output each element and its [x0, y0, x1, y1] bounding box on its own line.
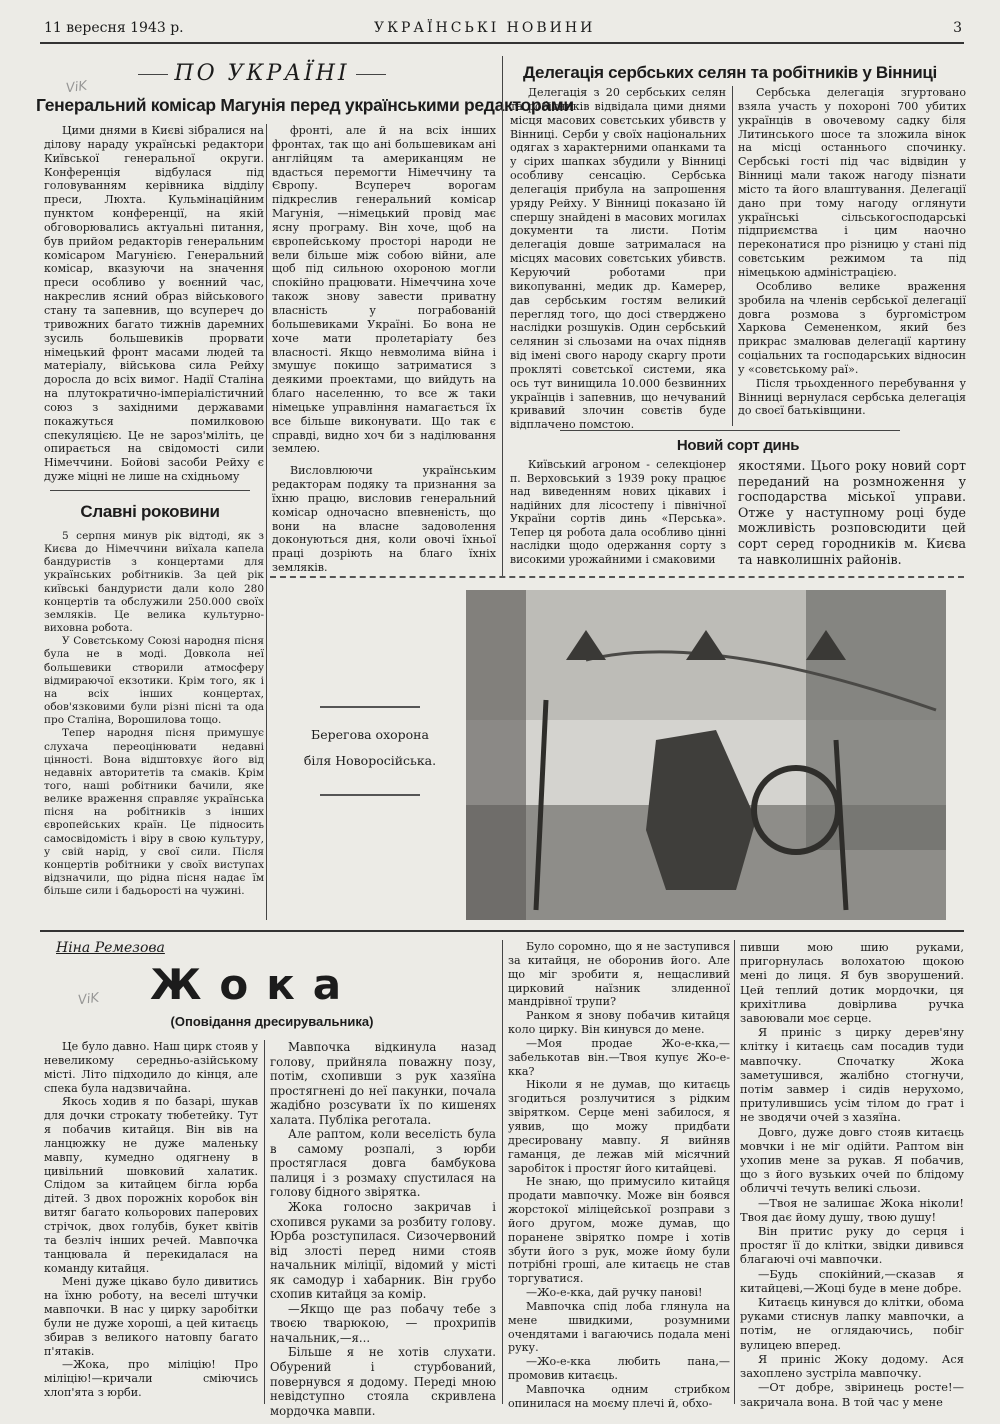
column-divider — [734, 940, 735, 1404]
section-banner — [138, 60, 386, 88]
photo-image — [466, 590, 946, 920]
anniversary-text: Тепер народня пісня примушує слухача переоцінювати недавні цінності. Вона відштовхує його від недавніх авторитетів та смаків. Крім того, наші робітники бачили, яке велике враження справляє українська пісня на робітників з інших європейських країн. Це підносить самосвідомість і віру в свою культуру, у свій нарід, у свої сили. Після концертів робітники у своїх виступах відзначили, що рідна пісня надає їм більше сили і бадьорості на чужині. — [44, 727, 264, 898]
pumpkin-headline: Новий сорт динь — [676, 437, 800, 454]
magunia-col2-text: Висловлюючи українським редакторам подяку та признання за їхню працю, висловив генеральний комісар одночасно впевненість, що вони на власне задоволення доконуються дня, коли овочі їхньої праці дозріють на благо їхніх земляків. — [272, 464, 496, 575]
story-text: Ранком я знову побачив китайця коло цирку. Він кинувся до мене. — [508, 1009, 730, 1037]
story-text: Не знаю, що примусило китайця продати мавпочку. Може він боявся жорстокої міліцейської розправи з його другом, може думав, що поранене звірятко помре і хотів збути його з рук, може йому були потрібні гроші, але китаєць не став торгуватися. — [508, 1175, 730, 1286]
story-text: Мавпочка спід лоба глянула на мене швидкими, розумними очендятами і вагаючись подала мені руку. — [508, 1299, 730, 1355]
story-text: Але раптом, коли веселість була в самому розпалі, з юрби простяглася довга бамбукова палиця і з розмаху спустилася на голову бідного звірятка. — [270, 1127, 496, 1200]
story-text: Жока голосно закричав і схопився руками за розбиту голову. Юрба розступилася. Сизочервоний від злості перед ними стояв начальник міліції, відомий у місті як самодур і хабарник. Він грубо схопив китайця за комір. — [270, 1200, 496, 1302]
story-text: Мені дуже цікаво було дивитись на їхню роботу, на веселі штучки мавпочки. В нас у цирку заробітки були не дуже хороші, а цей китаєць збирав з великого натовпу багато п'ятаків. — [44, 1275, 258, 1358]
story-title: Жока — [150, 960, 360, 1009]
magunia-col2 — [272, 124, 496, 575]
story-col1 — [44, 1040, 258, 1400]
story-text: Ніколи я не думав, що китаєць згодиться розлучитися з рідким звірятком. Серце мені забилося, я уявив, що можу придбати дресировану мавпу. Я вийняв гаманця, де лежав мій місячний заробіток і простяг його китайцеві. — [508, 1078, 730, 1175]
story-text: —Будь спокійний,—сказав я китайцеві,—Жоці буде в мене добре. — [740, 1266, 964, 1295]
column-divider — [732, 86, 733, 426]
section-separator — [270, 576, 964, 578]
magunia-col2-text: фронті, але й на всіх інших фронтах, так що ані большевикам ані англійцям та американцям не вдасться перемогти Німеччину та Європу. Всупереч ворогам підкреслив генеральний комісар Магунія, —німецький провід має ясну програму. Він хоче, щоб на європейському просторі народи не вели більше між собою війни, але щоб під сильною охороною могли спокійно працювати. Німеччина хоче також знову завести приватну власність у пограбованій большевиками Україні. Бо вона не хоче мати пролетаріату без власності. Якщо невмолима війна і змушує покищо затриматися з деякими проектами, що вийдуть на благо населенню, то все ж таки німецьке управління намагається їх все більше виконувати. Що так є справді, видно хоч би з наділювання землею. — [272, 124, 496, 456]
story-text: Було соромно, що я не заступився за китайця, не оборонив його. Але що міг зробити я, нещасливий цирковий наїзник злиденної мандрівної трупи? — [508, 940, 730, 1009]
story-text: —От добре, звіринець росте!—закричала вона. В той час у мене — [740, 1380, 964, 1409]
anniversary-text: У Совєтському Союзі народня пісня була не в моді. Довкола неї большевики створили атмосферу відмираючої екзотики. Крім того, як і на всіх інших концертах, обов'язковими були різні пісні та ода про Сталіна, Ворошилова тощо. — [44, 635, 264, 727]
story-text: —Якщо ще раз побачу тебе з твоєю тварюкою, — прохрипів начальник,—я... — [270, 1301, 496, 1345]
serbian-col2-text: Сербська делегація згуртовано взяла участь у похороні 700 убитих українців в овочевому садку біля Литинського шосе та зложила вінок на місці останнього спочинку. Сербські гості під час відвідин у Вінниці мали також нагоду пізнати місто та його влаштування. Делегації дано при тому нагоду оглянути українські сільськогосподарські підприємства і цим наочно переконатися про різницю у стані під совєтським режимом та під німецькою адміністрацією. — [738, 86, 966, 279]
story-text: —Жо-е-кка, дай ручку панові! — [526, 1286, 703, 1300]
serbian-headline: Делегація сербських селян та робітників у Вінниці — [523, 63, 937, 82]
anniversary-headline: Славні роковини — [80, 502, 220, 521]
pumpkin-col2-text: якостями. Цього року новий сорт переданий на розмноження у господарства міської управи. Отже у наступному році буде можливість розповсюдити цей сорт серед городників м. Києва та навколишніх районів. — [738, 458, 966, 567]
newspaper-title: УКРАЇНСЬКІ НОВИНИ — [374, 20, 596, 36]
story-text: Він притис руку до серця і простяг її до клітки, звідки дивився благаючі очі мавпочки. — [740, 1224, 964, 1267]
serbian-col2 — [738, 86, 966, 418]
story-text: —Моя продае Жо-е-кка,—забелькотав він.—Твоя купує Жо-е-кка? — [508, 1036, 730, 1078]
header-date: 11 вересня 1943 р. — [44, 20, 184, 36]
section-banner-text: ПО УКРАЇНІ — [174, 61, 350, 86]
story-author: Ніна Ремезова — [56, 940, 165, 956]
story-text: —Жока, про міліцію! Про міліцію!—кричали сміючись хлоп'ята з юрби. — [44, 1358, 258, 1400]
photo-caption-line: Берегова охорона — [311, 727, 429, 742]
story-text: —Жо-е-кка любить пана,—промовив китаєць. — [508, 1355, 730, 1383]
story-subtitle: (Оповідання дресирувальника) — [170, 1014, 374, 1029]
story-text: Якось ходив я по базарі, шукав для дочки строкату тюбетейку. Тут я побачив китайця. Він вів на ланцюжку не дуже маленьку мавпу, кумедно одягнену в цивільний шовковий халатик. Слідом за китайцем бігла юрба дітей. З двох порожніх коробок він витяг багато кольорових паперових стрічок, двох голубів, букет квітів та безліч інших речей. Мавпочка танцювала й перекидалася на команду китайця. — [44, 1095, 258, 1275]
header-rule — [40, 42, 964, 44]
story-text: Я приніс Жоку додому. Ася захоплено зустріла мавпочку. — [740, 1351, 964, 1381]
story-col3 — [508, 940, 730, 1411]
serbian-col1-text: Делегація з 20 сербських селян та робітників відвідала цими днями місця масових совєтських убивств у Вінниці. Серби у своїх національних одягах з характерними опанками та у сірих шапках збудили у Вінниці особливу сенсацію. Сербська делегація прибула на запрошення уряду Рейху. У Вінниці показано їй спершу знайдені в масових могилах документи та листи. Потім делегація довше затрималася на місцях масових совєтських убивств. Керуючий роботами при викопуванні, медик др. Камерер, дав сербським гостям великий перегляд того, що досі стверджено наслідки розшуків. Один сербський селянин зі сльозами на очах підняв від імені свого народу скаргу проти прокляті совєтської системи, яка ось тут винищила 10.000 безвинних українців і запевнив, що нечуваний кривавий злочин совєтів буде відплачено помстою. — [510, 86, 726, 432]
column-divider — [264, 1040, 265, 1404]
pumpkin-col2 — [738, 458, 966, 567]
handwritten-note: ViK — [65, 78, 88, 97]
coastal-guard-photo — [466, 590, 946, 920]
photo-caption — [290, 706, 450, 774]
page-number: 3 — [953, 20, 962, 36]
column-divider — [502, 940, 503, 1404]
story-text: Довго, дуже довго стояв китаєць мовчки і не міг одійти. Раптом він ухопив мене за рукав. Я побачив, що з його вузьких очей по блідому обличчі течуть великі сльози. — [740, 1124, 964, 1196]
magunia-col1-text: Цими днями в Києві зібралися на ділову нараду українські редактори Київської генеральної округи. Конференція відбулася під головуванням керівника відділу преси, Люхта. Кульмінаційним пунктом конференції, на якій обговорювались актуальні питання, був прийом редакторів генеральним комісаром Магунією. Генеральний комісар, вказуючи на значення преси особливо у воєнний час, накреслив ясний образ військового стану та запевнив, що всупереч до тривожних багато тижнів даремних зусиль большевиків прорвати німецький фронт масами людей та матеріалу, військова сила Рейху доросла до всіх вимог. Надії Сталіна на плутократично-імперіалістичний союз з західними державами покажуться помилковою спекуляцією. Це не зароз'міліть, це опирається на свідомості сили Німеччини. Бойові засоби Рейху є дуже міцні не лише на східньому — [44, 124, 264, 484]
story-text: —Твоя не залишає Жока ніколи! Твоя дає йому душу, твою душу! — [740, 1195, 964, 1224]
story-text: Я приніс з цирку дерев'яну клітку і китаєць сам посадив туди мавпочку. Спочатку Жока заметушився, жалібно стогнучи, потім завмер і сидів нерухомо, притулившись усім тілом до грат і не зводячи очей з хазяїна. — [740, 1025, 964, 1125]
serbian-col1 — [510, 86, 726, 432]
story-col4 — [740, 940, 964, 1409]
photo-caption-line: біля Новоросійська. — [303, 753, 437, 768]
pumpkin-col1-text: Київський агроном - селекціонер п. Верховський з 1939 року працює над виведенням нових цікавих і надійних для лісостепу і північної України сортів динь «Перська». Тепер ця робота дала особливо цінні наслідки щодо одержання сорту з високими урожайними і смаковими — [510, 458, 726, 566]
story-col2 — [270, 1040, 496, 1418]
magunia-col1 — [44, 124, 264, 484]
magunia-headline: Генеральний комісар Магунія перед українськими редакторами — [36, 95, 574, 115]
pumpkin-col1 — [510, 458, 726, 566]
serbian-col2-text: Після трьохденного перебування у Вінниці вернулася сербська делегація до своєї батьківщини. — [738, 376, 966, 418]
anniversary-body — [44, 530, 264, 898]
page-header — [44, 20, 962, 42]
anniversary-text: 5 серпня минув рік відтоді, як з Києва до Німеччини виїхала капела бандуристів з концертами для українських робітників. За цей рік київські бандуристи дали коло 280 концертів та обслужили 250.000 своїх земляків. Це велика культурно-виховна робота. — [44, 530, 264, 635]
story-text: Це було давно. Наш цирк стояв у невеликому середньо-азійському місті. Літо підходило до кінця, але спека була надзвичайна. — [44, 1040, 258, 1095]
serbian-col2-text: Особливо велике враження зробила на членів сербської делегації довга розмова з бургомістром Харкова Семененком, який без прикрас змалював делегації картину соціальних та господарських відносин у «совєтському раї». — [738, 279, 966, 376]
story-text: Мавпочка одним стрибком опинилася на моєму плечі й, обхо- — [508, 1383, 730, 1410]
story-text: Мавпочка відкинула назад голову, прийняла поважну позу, потім, схопивши з рук хазяїна простягнені до неї пакунки, почала жадібно розсувати їх по кишенях халата. Публіка реготала. — [270, 1040, 496, 1127]
column-divider — [266, 124, 267, 920]
story-text: Китаєць кинувся до клітки, обома руками стиснув лапку мавпочки, а потім, не оглядаючись, побіг вулицею вперед. — [740, 1295, 964, 1352]
story-separator — [40, 930, 964, 932]
story-text: пивши мою шию руками, пригорнулась волохатою щокою мені до лиця. Я був зворушений. Цей теплий дотик мордочки, ця крихітлива довірлива ручка завоювали моє серце. — [740, 940, 964, 1026]
column-divider — [502, 56, 503, 576]
handwritten-note: ViK — [77, 990, 100, 1009]
story-text: Більше я не хотів слухати. Обурений і стурбований, повернувся я додому. Переді мною невідступно стояла скривлена мордочка мавпи. — [270, 1345, 496, 1418]
